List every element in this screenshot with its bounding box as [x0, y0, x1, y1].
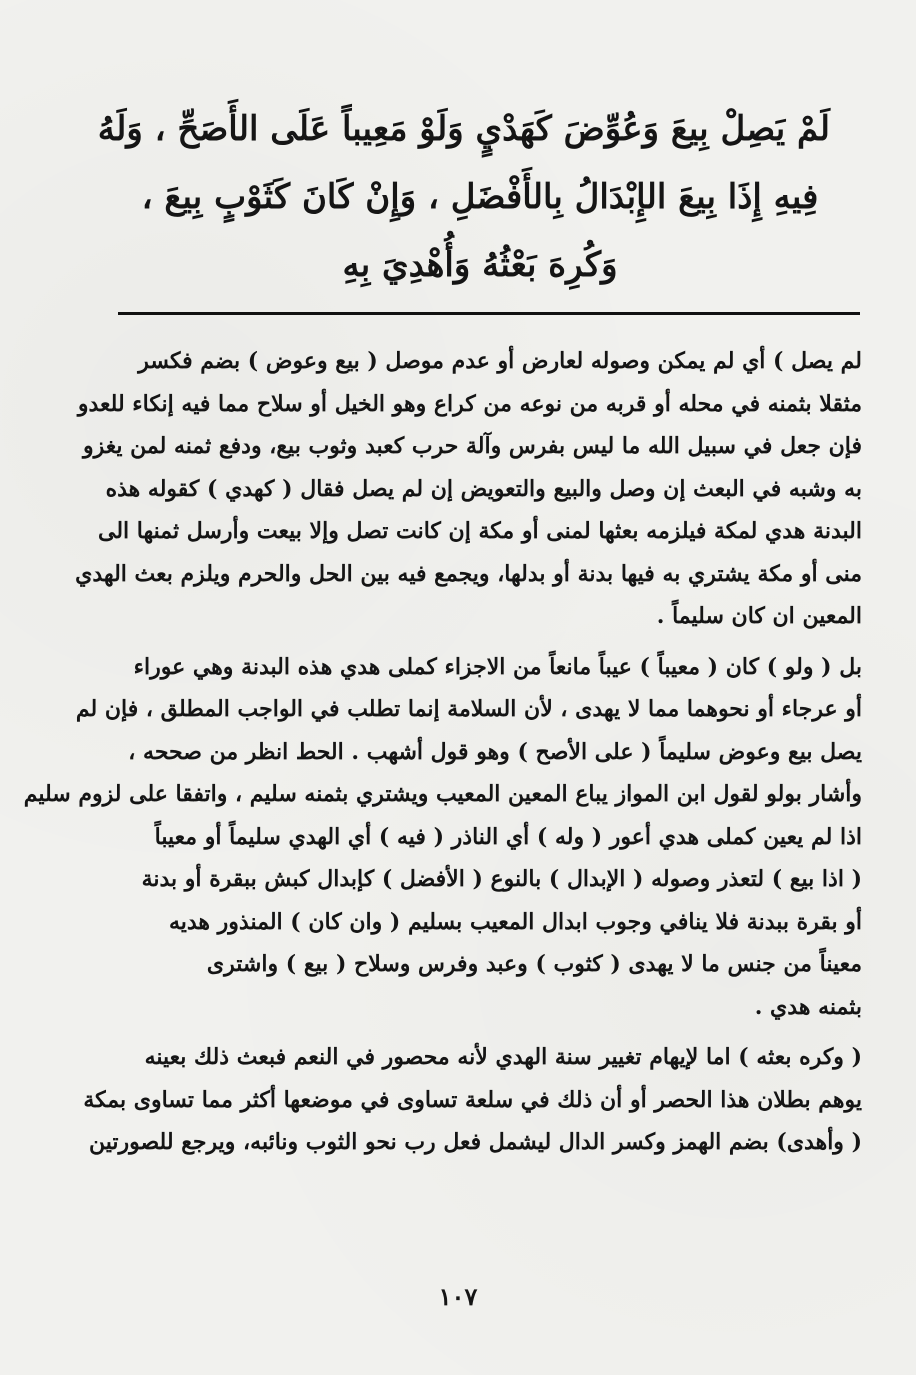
commentary-line: المعين ان كان سليماً .: [656, 603, 862, 629]
commentary-line: فإن جعل في سبيل الله ما ليس بفرس وآلة حرب كعبد وثوب بيع، ودفع ثمنه لمن يغزو: [83, 433, 862, 459]
commentary-paragraph: [83, 1036, 862, 1164]
main-text-line: فِيهِ إِذَا بِيعَ الإِبْدَالُ بِالأَفْضَلِ ، وَإِنْ كَانَ كَثَوْبٍ بِيعَ ،: [141, 177, 819, 217]
commentary-line: أو بقرة ببدنة فلا ينافي وجوب ابدال المعيب بسليم ( وان كان ) المنذور هديه: [168, 908, 862, 935]
commentary-line: ( وكره بعثه ) اما لإيهام تغيير سنة الهدي لأنه محصور في النعم فبعث ذلك بعينه: [144, 1044, 862, 1070]
commentary-line: ( وأهدى) بضم الهمز وكسر الدال ليشمل فعل رب نحو الثوب ونائبه، ويرجع للصورتين: [88, 1129, 862, 1155]
commentary-line: لم يصل ) أي لم يمكن وصوله لعارض أو عدم موصل ( بيع وعوض ) بضم فكسر: [138, 348, 862, 374]
commentary-paragraph: [75, 340, 862, 638]
commentary-line: معيناً من جنس ما لا يهدى ( كثوب ) وعبد وفرس وسلاح ( بيع ) واشترى: [206, 951, 862, 977]
commentary-block: [23, 340, 862, 1172]
commentary-line: البدنة هدي لمكة فيلزمه بعثها لمنى أو مكة إن كانت تصل وإلا بيعت وأرسل ثمنها الى: [97, 518, 862, 544]
main-text-line: وَكُرِهَ بَعْثُهُ وَأُهْدِيَ بِهِ: [342, 245, 618, 285]
commentary-line: ( اذا بيع ) لتعذر وصوله ( الإبدال ) بالنوع ( الأفضل ) كإبدال كبش ببقرة أو بدنة: [141, 866, 862, 892]
commentary-line: أو عرجاء أو نحوهما مما لا يهدى ، لأن السلامة إنما تطلب في الواجب المطلق ، فإن لم: [75, 696, 862, 722]
main-text-line: لَمْ يَصِلْ بِيعَ وَعُوِّضَ كَهَدْيٍ وَلَوْ مَعِيباً عَلَى الأَصَحِّ ، وَلَهُ: [97, 109, 830, 149]
commentary-line: يوهم بطلان هذا الحصر أو أن ذلك في سلعة تساوى في موضعها أكثر مما تساوى بمكة: [83, 1086, 862, 1113]
commentary-paragraph: [23, 646, 862, 1029]
commentary-line: بثمنه هدي .: [754, 993, 862, 1020]
commentary-line: بل ( ولو ) كان ( معيباً ) عيباً مانعاً من الاجزاء كملى هدي هذه البدنة وهي عوراء: [133, 653, 862, 680]
commentary-line: منى أو مكة يشتري به فيها بدنة أو بدلها، ويجمع فيه بين الحل والحرم ويلزم بعث الهدي: [75, 560, 862, 587]
main-text-block: [97, 95, 830, 299]
commentary-line: يصل بيع وعوض سليماً ( على الأصح ) وهو قول أشهب . الحط انظر من صححه ،: [128, 738, 862, 765]
commentary-line: به وشبه في البعث إن وصل والبيع والتعويض إن لم يصل فقال ( كهدي ) كقوله هذه: [105, 475, 862, 502]
commentary-line: مثقلا بثمنه في محله أو قربه من نوعه من كراع وهو الخيل أو سلاح مما فيه إنكاء للعدو: [77, 390, 862, 417]
page-number: ١٠٧: [438, 1282, 478, 1311]
separator-rule: [118, 312, 860, 315]
commentary-line: اذا لم يعين كملى هدي أعور ( وله ) أي الناذر ( فيه ) أي الهدي سليماً أو معيباً: [154, 823, 862, 850]
commentary-line: وأشار بولو لقول ابن المواز يباع المعين المعيب ويشتري بثمنه سليم ، واتفقا على لزوم سليم: [23, 781, 862, 807]
